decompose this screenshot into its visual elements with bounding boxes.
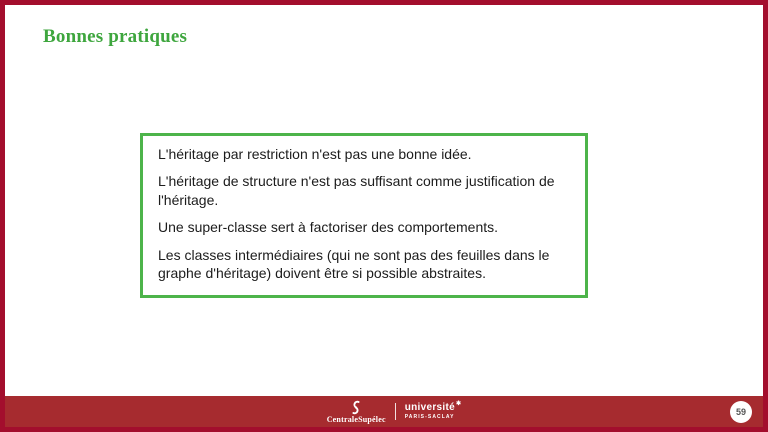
page-number-badge xyxy=(730,401,752,423)
content-box xyxy=(140,133,588,298)
logo-divider xyxy=(395,403,396,420)
universite-text: université xyxy=(404,402,455,414)
box-paragraph-3: Une super-classe sert à factoriser des comportements. xyxy=(158,219,499,236)
paris-saclay-text: PARIS-SACLAY xyxy=(404,413,455,420)
box-paragraph-2: L'héritage de structure n'est pas suffisant comme justification de l'héritage. xyxy=(158,173,555,208)
footer-band xyxy=(5,396,763,427)
box-paragraph-4: Les classes intermédiaires (qui ne sont pas des feuilles dans le graphe d'héritage) doivent être si possible abstraites. xyxy=(158,246,550,282)
centralesupelec-label: CentraleSupélec xyxy=(326,414,386,424)
universite-paris-saclay-logo xyxy=(405,403,462,420)
centralesupelec-s-icon xyxy=(349,400,363,416)
centralesupelec-logo xyxy=(327,400,386,424)
page-title: Bonnes pratiques xyxy=(43,26,188,47)
page-number: 59 xyxy=(735,406,746,417)
star-icon: ✱ xyxy=(455,401,462,408)
footer-logos xyxy=(327,400,462,424)
box-paragraph-1: L'héritage par restriction n'est pas une bonne idée. xyxy=(158,146,472,162)
universite-wordmark xyxy=(405,403,462,413)
